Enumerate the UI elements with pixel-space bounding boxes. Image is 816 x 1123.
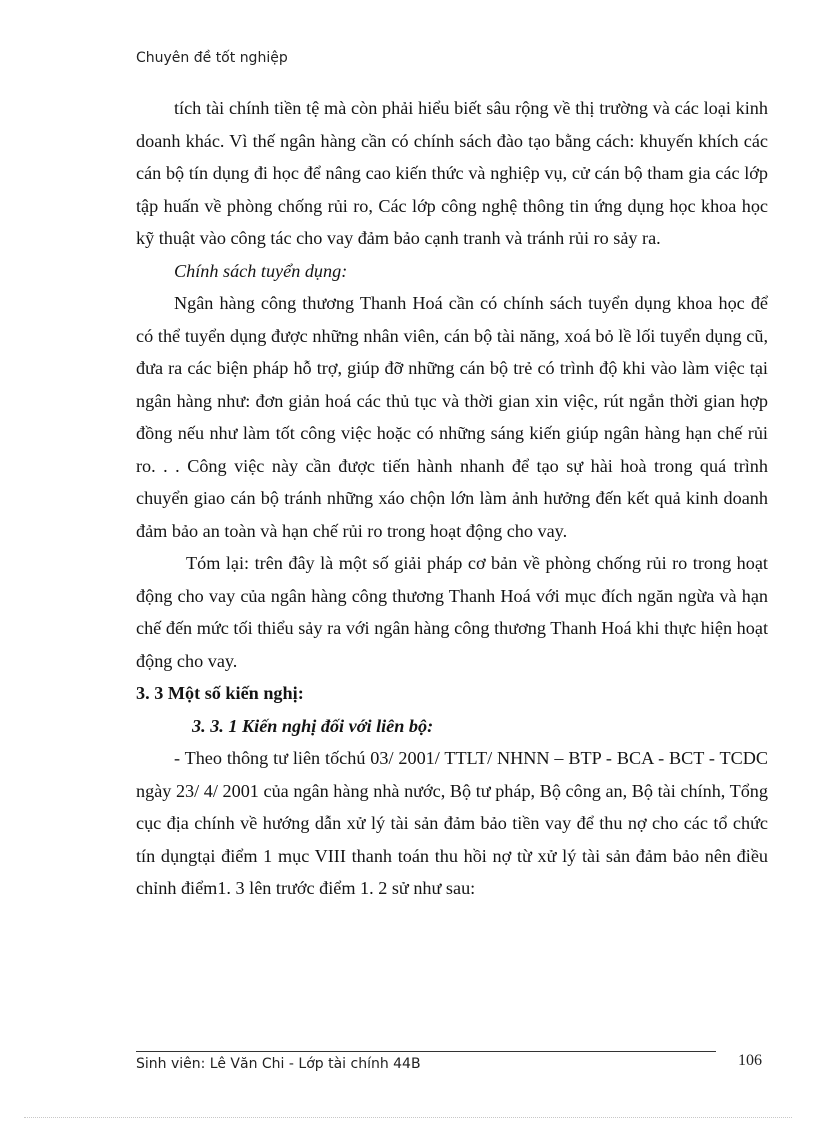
paragraph-recruitment: Ngân hàng công thương Thanh Hoá cần có chính sách tuyển dụng khoa học để có thể tuyển dụng được những nhân viên, cán bộ tài năng, xoá bỏ lề lối tuyển dụng cũ, đưa ra các biện pháp hỗ trợ, giúp đỡ những cán bộ trẻ có trình độ khi vào làm việc tại ngân hàng như: đơn giản hoá các thủ tục và thời gian xin việc, rút ngắn thời gian hợp đồng nếu như làm tốt công việc hoặc có những sáng kiến giúp ngân hàng hạn chế rủi ro. . . Công việc này cần được tiến hành nhanh để tạo sự hài hoà trong quá trình chuyển giao cán bộ tránh những xáo chộn lớn làm ảnh hưởng đến kết quả kinh doanh đảm bảo an toàn và hạn chế rủi ro trong hoạt động cho vay. xyxy=(136,293,768,541)
body-text xyxy=(136,92,768,905)
page-number: 106 xyxy=(738,1052,762,1069)
section-heading: 3. 3 Một số kiến nghị: xyxy=(136,683,304,703)
paragraph-circular: - Theo thông tư liên tốchú 03/ 2001/ TTLT/ NHNN – BTP - BCA - BCT - TCDC ngày 23/ 4/ 2001 của ngân hàng nhà nước, Bộ tư pháp, Bộ công an, Bộ tài chính, Tổng cục địa chính về hướng dẫn xử lý tài sản đảm bảo tiền vay để thu nợ cho các tổ chức tín dụngtại điểm 1 mục VIII thanh toán thu hồi nợ từ xử lý tài sản đảm bảo nên điều chỉnh điểm1. 3 lên trước điểm 1. 2 sử như sau: xyxy=(136,748,768,898)
subsection-heading: 3. 3. 1 Kiến nghị đối với liên bộ: xyxy=(192,715,434,736)
header-title: Chuyên đề tốt nghiệp xyxy=(136,50,288,66)
footer-student: Sinh viên: Lê Văn Chi - Lớp tài chính 44B xyxy=(136,1056,421,1072)
footer-divider xyxy=(136,1051,716,1052)
recruitment-policy-title: Chính sách tuyển dụng: xyxy=(174,260,348,281)
paragraph-training: tích tài chính tiền tệ mà còn phải hiểu biết sâu rộng về thị trường và các loại kinh doanh khác. Vì thế ngân hàng cần có chính sách đào tạo bằng cách: khuyến khích các cán bộ tín dụng đi học để nâng cao kiến thức và nghiệp vụ, cử cán bộ tham gia các lớp tập huấn về phòng chống rủi ro, Các lớp công nghệ thông tin ứng dụng học khoa học kỹ thuật vào công tác cho vay đảm bảo cạnh tranh và tránh rủi ro sảy ra. xyxy=(136,98,768,248)
page-bottom-border xyxy=(24,1117,792,1118)
paragraph-summary: Tóm lại: trên đây là một số giải pháp cơ bản về phòng chống rủi ro trong hoạt động cho vay của ngân hàng công thương Thanh Hoá với mục đích ngăn ngừa và hạn chế đến mức tối thiểu sảy ra với ngân hàng công thương Thanh Hoá khi thực hiện hoạt động cho vay. xyxy=(136,553,768,671)
